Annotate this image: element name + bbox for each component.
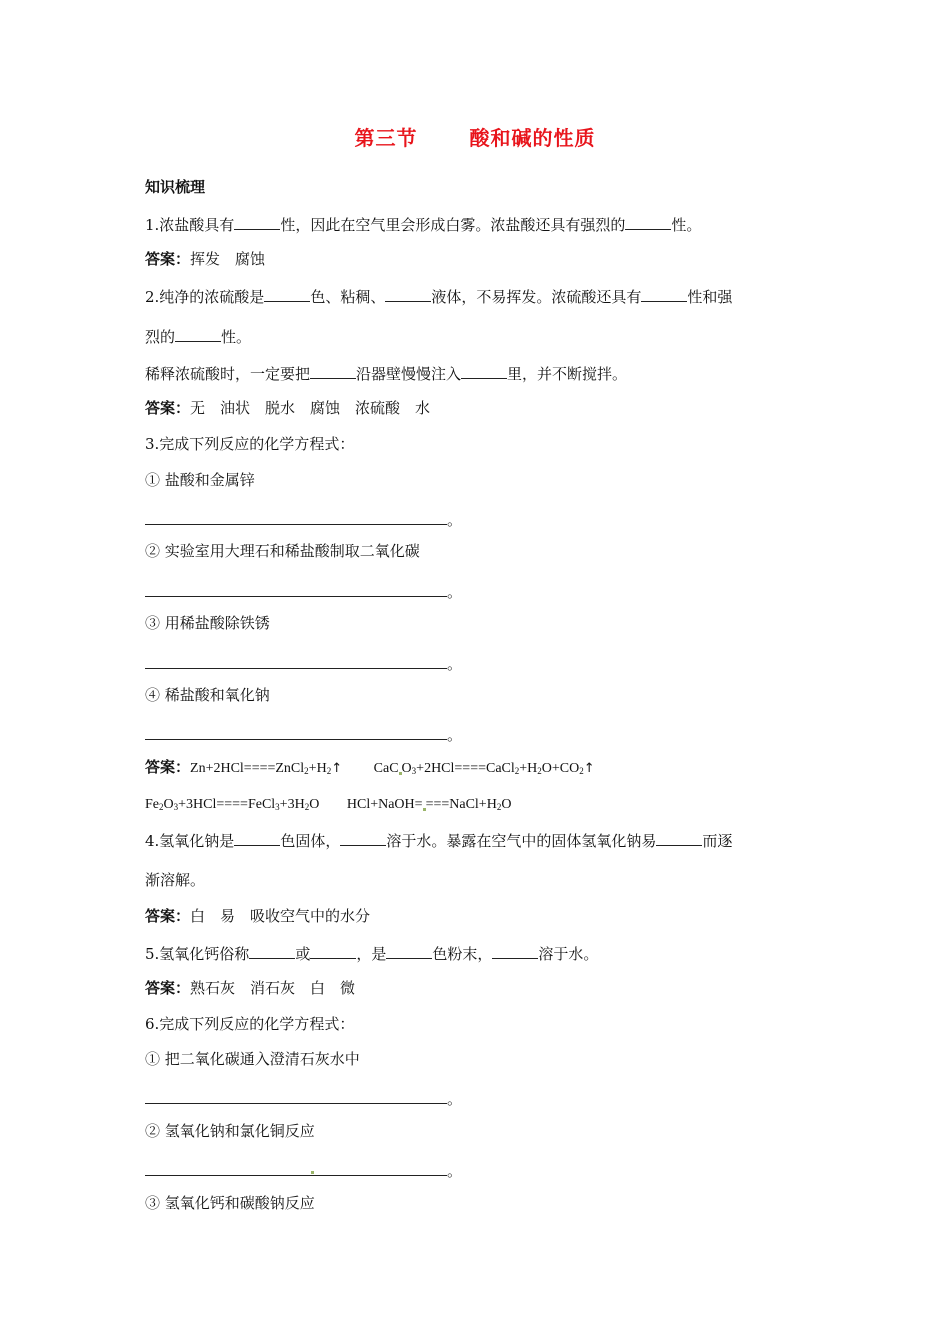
- answer-label: 答案：: [145, 399, 191, 417]
- question-5: 5.氢氧化钙俗称 或 ，是 色粉末， 溶于水。: [145, 942, 598, 964]
- answer-2: 答案：无 油状 脱水 腐蚀 浓硫酸 水: [145, 399, 431, 417]
- blank: [625, 213, 671, 230]
- question-6-item-2: ② 氢氧化钠和氯化铜反应: [145, 1122, 315, 1140]
- blank: [461, 362, 507, 379]
- question-6: 6.完成下列反应的化学方程式：: [145, 1015, 355, 1033]
- page-title: [0, 122, 950, 151]
- answer-line: 。: [145, 508, 462, 530]
- blank: [492, 942, 538, 959]
- answer-line: 。: [145, 1159, 462, 1181]
- question-3-item-1: ① 盐酸和金属锌: [145, 471, 255, 489]
- blank: [234, 829, 280, 846]
- answer-5: 答案：熟石灰 消石灰 白 微: [145, 979, 356, 997]
- blank: [340, 829, 386, 846]
- answer-label: 答案：: [145, 979, 191, 997]
- title-section-number: 第三节: [354, 126, 418, 150]
- blank: [310, 942, 356, 959]
- answer-1: 答案：挥发 腐蚀: [145, 250, 266, 268]
- blank: [310, 362, 356, 379]
- question-4-cont: 渐溶解。: [145, 871, 206, 889]
- question-6-item-3: ③ 氢氧化钙和碳酸钠反应: [145, 1194, 315, 1212]
- equation-neutralization: HCl+NaOH= $===NaCl+H_2O$: [346, 797, 512, 812]
- answer-line: 。: [145, 652, 462, 674]
- answer-3-line-1: [145, 757, 595, 779]
- answer-label: 答案：: [145, 758, 191, 776]
- question-2-dilution: 稀释浓硫酸时，一定要把 沿器壁慢慢注入 里，并不断搅拌。: [145, 362, 627, 384]
- equation-marble: CaC $O_3+2HCl====CaCl_2+H_2O+CO_2↑$: [373, 761, 595, 776]
- question-4: 4.氢氧化钠是 色固体， 溶于水。暴露在空气中的固体氢氧化钠易 而逐: [145, 829, 732, 851]
- equation-rust: $Fe_2O_3+3HCl====FeCl_3+3H_2O$: [145, 797, 320, 812]
- blank: [385, 285, 431, 302]
- question-3: 3.完成下列反应的化学方程式：: [145, 435, 355, 453]
- question-2-cont: 烈的 性。: [145, 325, 251, 347]
- question-3-item-4: ④ 稀盐酸和氧化钠: [145, 686, 270, 704]
- answer-label: 答案：: [145, 250, 191, 268]
- title-topic: 酸和碱的性质: [469, 126, 596, 150]
- blank: [175, 325, 221, 342]
- blank: [264, 285, 310, 302]
- question-6-item-1: ① 把二氧化碳通入澄清石灰水中: [145, 1050, 360, 1068]
- answer-label: 答案：: [145, 907, 191, 925]
- blank: [386, 942, 432, 959]
- answer-line: 。: [145, 1087, 462, 1109]
- blank: [641, 285, 687, 302]
- question-2: 2.纯净的浓硫酸是 色、粘稠、 液体，不易挥发。浓硫酸还具有 性和强: [145, 285, 732, 307]
- blank: [656, 829, 702, 846]
- section-heading: 知识梳理: [145, 178, 206, 196]
- question-3-item-2: ② 实验室用大理石和稀盐酸制取二氧化碳: [145, 542, 420, 560]
- answer-4: 答案：白 易 吸收空气中的水分: [145, 907, 371, 925]
- blank: [234, 213, 280, 230]
- answer-line: 。: [145, 723, 462, 745]
- question-1: 1.浓盐酸具有 性，因此在空气里会形成白雾。浓盐酸还具有强烈的 性。: [145, 213, 701, 235]
- equation-zinc: $Zn+2HCl====ZnCl_2+H_2↑$: [190, 761, 343, 776]
- answer-line: 。: [145, 580, 462, 602]
- blank: [249, 942, 295, 959]
- question-3-item-3: ③ 用稀盐酸除铁锈: [145, 614, 270, 632]
- answer-3-line-2: [145, 793, 511, 815]
